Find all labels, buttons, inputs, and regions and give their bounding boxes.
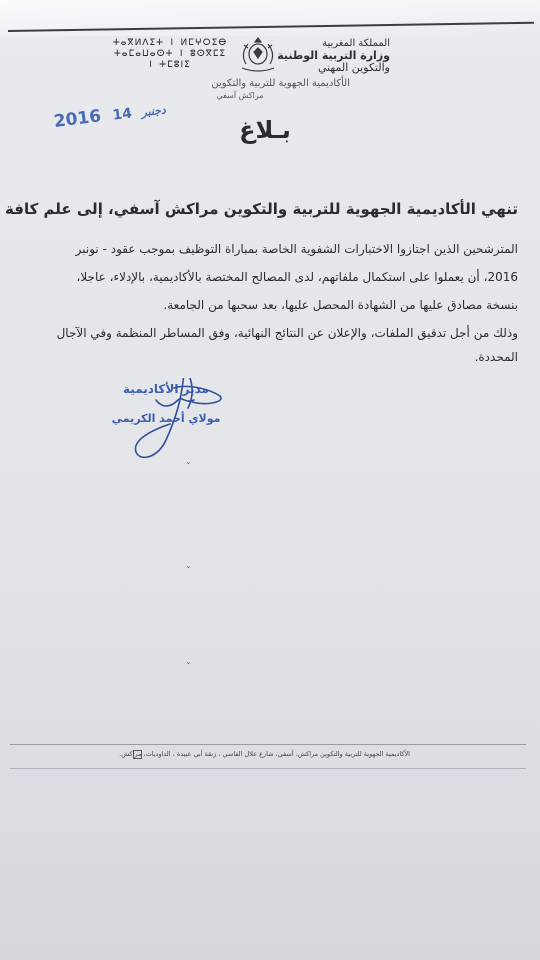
signatory-title: مدير الأكاديمية	[123, 382, 209, 396]
document-title: بـلاغ	[239, 116, 291, 144]
signature-block	[96, 378, 236, 468]
tifinagh-line-1: ⵜⴰⴳⵍⴷⵉⵜ ⵏ ⵍⵎⵖⵔⵉⴱ	[112, 38, 228, 48]
footer-address: الأكاديمية الجهوية للتربية والتكوين مراكش، آسفي، شارع علال الفاسي ، زنقة أبي عبيدة ، الداوديات، مراكش.	[119, 750, 410, 758]
date-month: دجنبر	[140, 103, 167, 120]
body-line-3: 2016، أن يعملوا على استكمال ملفاتهم، لدى المصالح المختصة بالأكاديمية، بالإدلاء، عاجلا،	[76, 270, 518, 284]
footer-rule-top	[10, 744, 526, 745]
academy-label: الأكاديمية الجهوية للتربية والتكوين	[211, 78, 350, 89]
royal-emblem-icon	[228, 34, 288, 74]
handwritten-signature-icon	[96, 378, 236, 468]
kingdom-label: المملكة المغربية	[322, 38, 390, 49]
body-line-2: المترشحين الذين اجتازوا الاختبارات الشفوية الخاصة بمباراة التوظيف بموجب عقود - نونبر	[75, 242, 518, 256]
letterhead-tifinagh	[110, 38, 230, 71]
date-year: 2016	[52, 106, 103, 132]
tifinagh-line-2: ⵜⴰⵎⴰⵡⴰⵙⵜ ⵏ ⵓⵙⴳⵎⵉ	[113, 49, 227, 59]
date-day: 14	[111, 105, 133, 124]
body-line-4: بنسخة مصادق عليها من الشهادة المحصل عليها، بعد سحبها من الجامعة.	[163, 298, 518, 312]
ministry-label-cont: والتكوين المهني	[317, 61, 390, 74]
body-line-5: وذلك من أجل تدقيق الملفات، والإعلان عن النتائج النهائية، وفق المساطر المنظمة وفي الآجال	[56, 326, 518, 340]
tifinagh-line-3: ⵏ ⵜⵎⵓⵏⵉ	[149, 60, 191, 70]
signatory-name: مولاي أحمد الكريمي	[111, 412, 221, 425]
footer-rule-bottom	[10, 768, 526, 769]
date-stamp	[53, 97, 175, 131]
page-mark: ˇ	[186, 662, 191, 673]
ministry-label: وزارة التربية الوطنية	[277, 49, 390, 62]
region-label: مراكش آسفي	[216, 91, 264, 100]
body-line-1: تنهي الأكاديمية الجهوية للتربية والتكوين مراكش آسفي، إلى علم كافة	[5, 200, 518, 218]
page-mark: ˇ	[186, 462, 191, 473]
page-mark: ˇ	[186, 566, 191, 577]
body-line-6: المحددة.	[474, 350, 518, 364]
